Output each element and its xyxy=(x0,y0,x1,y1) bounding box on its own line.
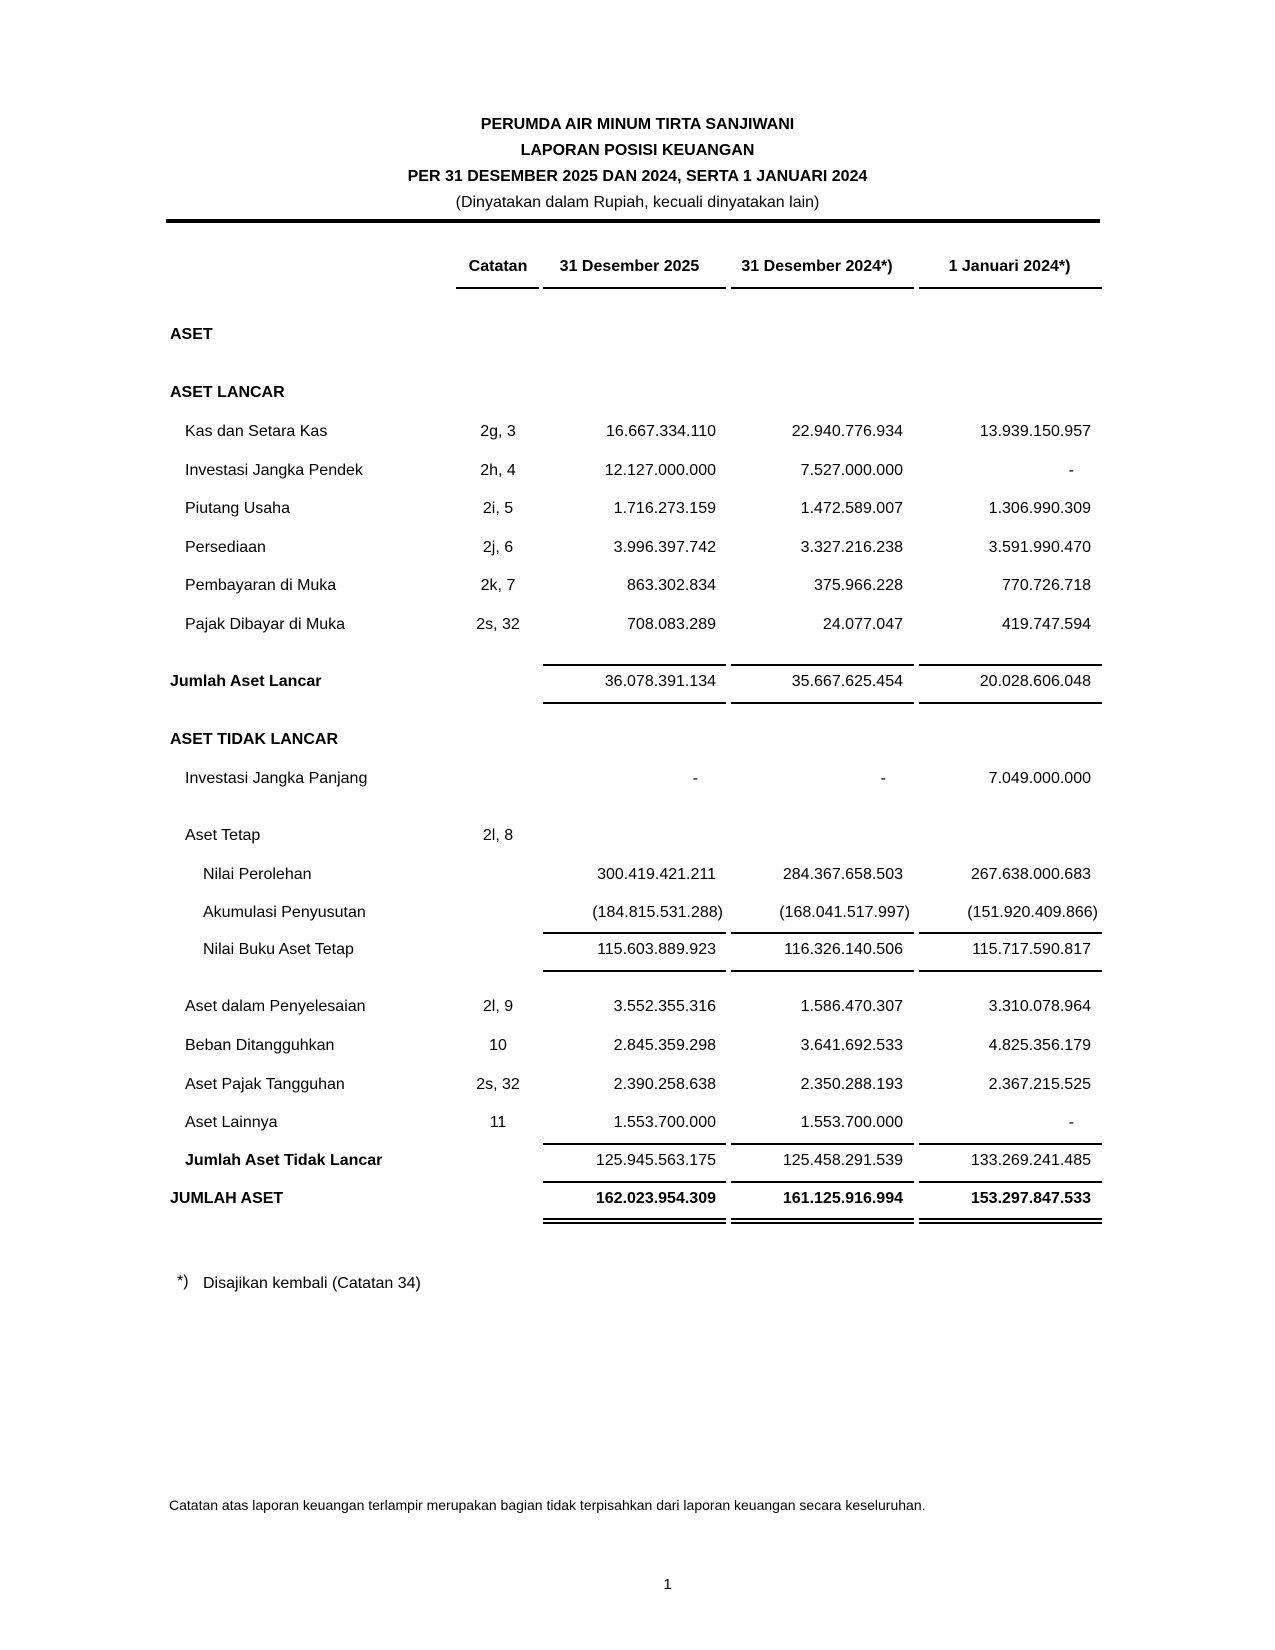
report-period: PER 31 DESEMBER 2025 DAN 2024, SERTA 1 JANUARI 2024 xyxy=(407,168,868,185)
row-note: 11 xyxy=(489,1114,507,1131)
report-unit-note: (Dinyatakan dalam Rupiah, kecuali dinyatakan lain) xyxy=(455,194,820,211)
column-header-2025: 31 Desember 2025 xyxy=(559,258,700,275)
value-2024: - xyxy=(880,770,886,787)
value-2025: 162.023.954.309 xyxy=(595,1190,716,1207)
value-2025: 1.716.273.159 xyxy=(613,500,716,517)
value-2025: 863.302.834 xyxy=(627,577,716,594)
total-assets-row xyxy=(0,1190,1275,1212)
value-2024: 24.077.047 xyxy=(822,616,903,633)
section-aset-lancar xyxy=(0,384,1275,406)
row-note: 2k, 7 xyxy=(480,577,516,594)
value-jan-2024: 770.726.718 xyxy=(1002,577,1091,594)
footnote-text: Disajikan kembali (Catatan 34) xyxy=(203,1275,421,1292)
header-rule xyxy=(166,219,1100,223)
table-row xyxy=(0,500,1275,522)
total-rule xyxy=(543,702,726,704)
total-rule xyxy=(919,702,1102,704)
value-2025: 115.603.889.923 xyxy=(597,941,716,958)
value-2025: 12.127.000.000 xyxy=(604,462,716,479)
row-label: Nilai Perolehan xyxy=(203,866,312,883)
value-2025: 125.945.563.175 xyxy=(595,1152,716,1169)
row-note: 2s, 32 xyxy=(476,616,520,633)
row-note: 2l, 8 xyxy=(482,827,514,844)
value-2024: 3.327.216.238 xyxy=(800,539,903,556)
row-note: 10 xyxy=(489,1037,507,1054)
row-note: 2g, 3 xyxy=(480,423,516,440)
subtotal-rule xyxy=(919,1143,1102,1145)
row-label: Beban Ditangguhkan xyxy=(185,1037,335,1054)
value-2025: 2.845.359.298 xyxy=(613,1037,716,1054)
value-jan-2024: 419.747.594 xyxy=(1002,616,1091,633)
double-underline xyxy=(731,1218,914,1224)
row-label: Persediaan xyxy=(185,539,266,556)
company-name: PERUMDA AIR MINUM TIRTA SANJIWANI xyxy=(480,116,795,133)
value-2024: 161.125.916.994 xyxy=(782,1190,903,1207)
row-note: 2j, 6 xyxy=(482,539,514,556)
value-2024: (168.041.517.997) xyxy=(779,904,910,921)
value-2024: 375.966.228 xyxy=(814,577,903,594)
subtotal-rule xyxy=(543,932,726,934)
section-aset-tidak-lancar xyxy=(0,731,1275,753)
row-note: 2s, 32 xyxy=(476,1076,520,1093)
value-2025: - xyxy=(692,770,698,787)
value-jan-2024: 20.028.606.048 xyxy=(979,673,1091,690)
subtotal-rule xyxy=(543,970,726,972)
value-2024: 35.667.625.454 xyxy=(791,673,903,690)
table-row xyxy=(0,462,1275,484)
row-label: Aset Lainnya xyxy=(185,1114,278,1131)
table-row xyxy=(0,827,1275,849)
value-2025: 2.390.258.638 xyxy=(613,1076,716,1093)
row-label: Investasi Jangka Pendek xyxy=(185,462,363,479)
value-2025: 708.083.289 xyxy=(627,616,716,633)
value-jan-2024: 1.306.990.309 xyxy=(988,500,1091,517)
table-row xyxy=(0,866,1275,888)
table-row xyxy=(0,1037,1275,1059)
value-2025: (184.815.531.288) xyxy=(592,904,723,921)
row-note: 2h, 4 xyxy=(480,462,516,479)
subtotal-rule xyxy=(543,664,726,666)
value-2025: 3.996.397.742 xyxy=(613,539,716,556)
double-underline xyxy=(543,1218,726,1224)
value-2024: 284.367.658.503 xyxy=(782,866,903,883)
value-2024: 3.641.692.533 xyxy=(800,1037,903,1054)
row-label: Investasi Jangka Panjang xyxy=(185,770,368,787)
value-jan-2024: 115.717.590.817 xyxy=(972,941,1091,958)
subtotal-rule xyxy=(919,932,1102,934)
value-jan-2024: 267.638.000.683 xyxy=(970,866,1091,883)
value-2024: 1.472.589.007 xyxy=(800,500,903,517)
total-rule xyxy=(919,1181,1102,1183)
table-row xyxy=(0,1114,1275,1136)
table-row xyxy=(0,1076,1275,1098)
column-underline-note xyxy=(456,287,539,289)
value-jan-2024: 7.049.000.000 xyxy=(988,770,1091,787)
subtotal-rule xyxy=(731,1143,914,1145)
value-jan-2024: 3.591.990.470 xyxy=(988,539,1091,556)
value-2025: 16.667.334.110 xyxy=(605,423,716,440)
report-title: LAPORAN POSISI KEUANGAN xyxy=(520,142,755,159)
value-2025: 1.553.700.000 xyxy=(613,1114,716,1131)
value-jan-2024: 3.310.078.964 xyxy=(988,998,1091,1015)
value-jan-2024: (151.920.409.866) xyxy=(967,904,1098,921)
value-jan-2024: - xyxy=(1068,1114,1074,1131)
column-header-jan-2024: 1 Januari 2024*) xyxy=(948,258,1071,275)
table-row xyxy=(0,616,1275,638)
value-2024: 2.350.288.193 xyxy=(800,1076,903,1093)
value-2024: 1.586.470.307 xyxy=(800,998,903,1015)
row-label: Aset dalam Penyelesaian xyxy=(185,998,366,1015)
column-underline-jan-2024 xyxy=(919,287,1102,289)
value-2025: 3.552.355.316 xyxy=(613,998,716,1015)
value-2024: 1.553.700.000 xyxy=(800,1114,903,1131)
row-note: 2i, 5 xyxy=(482,500,514,517)
total-current-assets-row xyxy=(0,673,1275,695)
double-underline xyxy=(919,1218,1102,1224)
row-label: Piutang Usaha xyxy=(185,500,290,517)
section-label: ASET TIDAK LANCAR xyxy=(170,731,338,748)
table-row xyxy=(0,539,1275,561)
value-2024: 125.458.291.539 xyxy=(782,1152,903,1169)
section-label: ASET LANCAR xyxy=(170,384,285,401)
value-2024: 116.326.140.506 xyxy=(784,941,903,958)
value-jan-2024: 13.939.150.957 xyxy=(979,423,1091,440)
row-label: Jumlah Aset Tidak Lancar xyxy=(185,1152,383,1169)
page-number: 1 xyxy=(663,1576,672,1593)
subtotal-rule xyxy=(919,970,1102,972)
table-row xyxy=(0,998,1275,1020)
value-jan-2024: 4.825.356.179 xyxy=(988,1037,1091,1054)
row-label: Kas dan Setara Kas xyxy=(185,423,328,440)
section-aset xyxy=(0,326,1275,348)
table-row xyxy=(0,577,1275,599)
notes-disclaimer: Catatan atas laporan keuangan terlampir merupakan bagian tidak terpisahkan dari laporan keuangan secara keseluruhan. xyxy=(169,1497,926,1513)
row-label: Akumulasi Penyusutan xyxy=(203,904,366,921)
value-2025: 300.419.421.211 xyxy=(597,866,716,883)
subtotal-rule xyxy=(919,664,1102,666)
value-2025: 36.078.391.134 xyxy=(604,673,716,690)
column-header-note: Catatan xyxy=(468,258,528,275)
value-2024: 22.940.776.934 xyxy=(791,423,903,440)
total-noncurrent-assets-row xyxy=(0,1152,1275,1174)
value-jan-2024: 133.269.241.485 xyxy=(970,1152,1091,1169)
row-label: Jumlah Aset Lancar xyxy=(170,673,322,690)
value-jan-2024: 153.297.847.533 xyxy=(970,1190,1091,1207)
table-row xyxy=(0,941,1275,963)
section-label: ASET xyxy=(170,326,213,343)
subtotal-rule xyxy=(731,970,914,972)
total-rule xyxy=(731,702,914,704)
value-2024: 7.527.000.000 xyxy=(800,462,903,479)
row-label: Pajak Dibayar di Muka xyxy=(185,616,346,633)
footnote-mark: *) xyxy=(177,1273,189,1290)
row-label: Nilai Buku Aset Tetap xyxy=(203,941,354,958)
subtotal-rule xyxy=(731,932,914,934)
column-header-2024: 31 Desember 2024*) xyxy=(741,258,893,275)
subtotal-rule xyxy=(731,664,914,666)
total-rule xyxy=(543,1181,726,1183)
table-row xyxy=(0,423,1275,445)
row-label: Aset Tetap xyxy=(185,827,261,844)
row-note: 2l, 9 xyxy=(482,998,514,1015)
total-rule xyxy=(731,1181,914,1183)
value-jan-2024: 2.367.215.525 xyxy=(988,1076,1091,1093)
row-label: JUMLAH ASET xyxy=(170,1190,284,1207)
table-row xyxy=(0,770,1275,792)
table-row xyxy=(0,904,1275,926)
row-label: Aset Pajak Tangguhan xyxy=(185,1076,345,1093)
column-underline-2025 xyxy=(543,287,726,289)
column-underline-2024 xyxy=(731,287,914,289)
row-label: Pembayaran di Muka xyxy=(185,577,337,594)
value-jan-2024: - xyxy=(1068,462,1074,479)
subtotal-rule xyxy=(543,1143,726,1145)
